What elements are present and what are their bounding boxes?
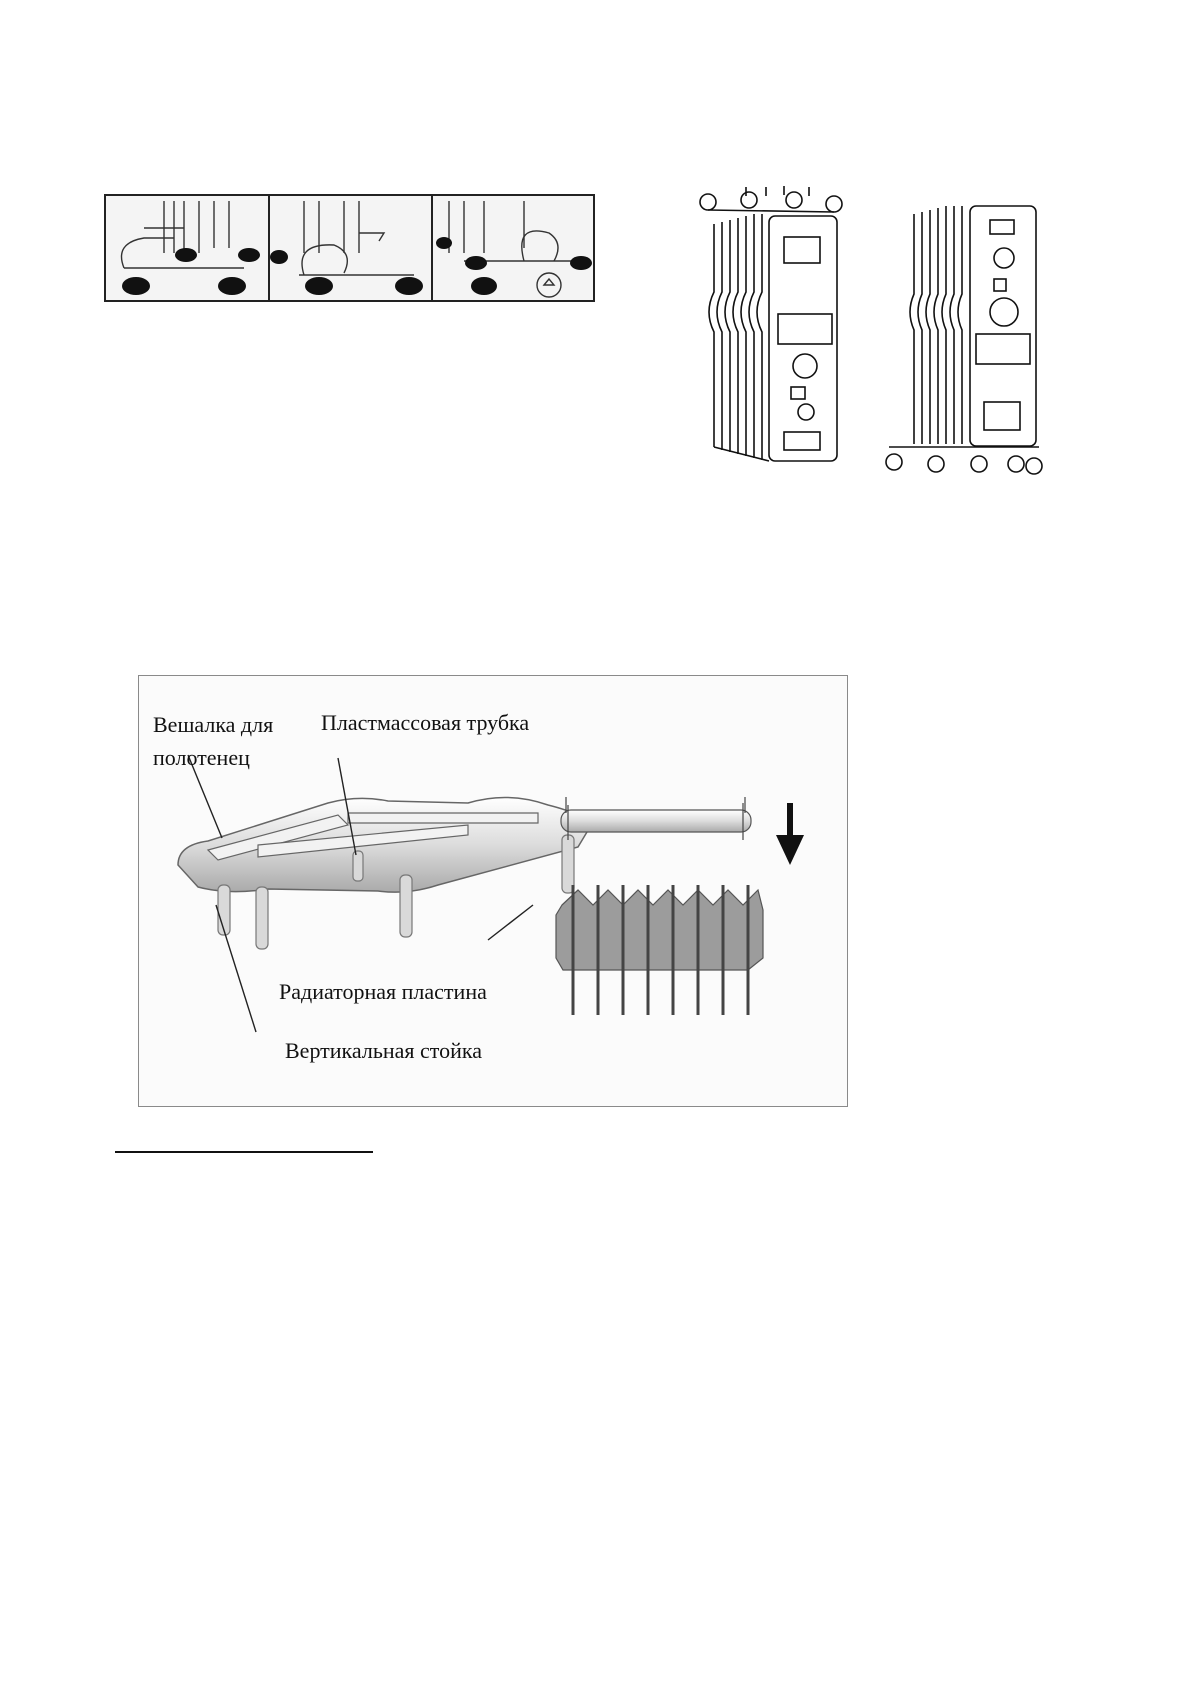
label-towel-rack-line1: Вешалка для [153,712,274,737]
label-radiator-plate: Радиаторная пластина [279,979,487,1004]
label-plastic-tube: Пластмассовая трубка [321,710,530,735]
wheel-assembly-steps-illustration [104,193,597,305]
label-towel-rack-line2: полотенец [153,745,250,770]
section-underline [115,1151,373,1153]
label-towel-rack [153,708,273,774]
heater-with-wheels-illustration [694,182,1056,487]
label-vertical-post: Вертикальная стойка [285,1038,483,1063]
